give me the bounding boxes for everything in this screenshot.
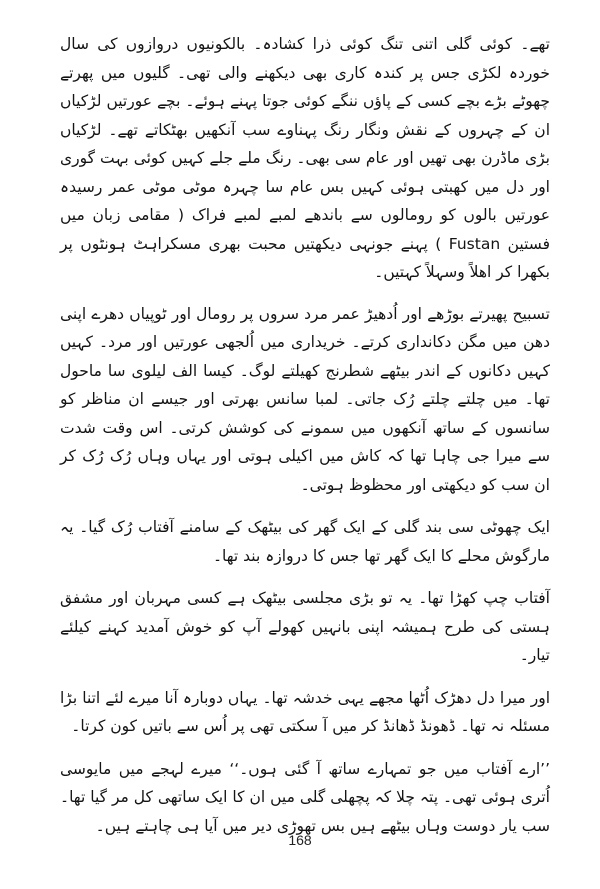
paragraph-4: آفتاب چپ کھڑا تھا۔ یہ تو بڑی مجلسی بیٹھک ہے کسی مہربان اور مشفق ہستی کی طرح ہمیشہ اپنی بانہیں کھولے آپ کو خوش آمدید کہنے کیلئے تیار۔ [60, 589, 550, 664]
urdu-text-body [60, 30, 550, 854]
paragraph-1: تھے۔ کوئی گلی اتنی تنگ کوئی ذرا کشادہ۔ بالکونیوں دروازوں کی سال خوردہ لکڑی جس پر کندہ کاری بھی دیکھنے والی تھی۔ گلیوں میں پھرتے چھوٹے بڑے بچے کسی کے پاؤں ننگے کوئی جوتا پہنے ہوئے۔ بچے عورتیں لڑکیاں ان کے چہروں کے نقش ونگار رنگ پہناوے سب آنکھیں بھٹکاتے تھے۔ لڑکیاں بڑی ماڈرن بھی تھیں اور عام سی بھی۔ رنگ ملے جلے کہیں کوئی بہت گوری اور دل میں کھبتی ہوئی کہیں بس عام سا چہرہ موٹی موٹی عمر رسیدہ عورتیں بالوں کو رومالوں سے باندھے لمبے لمبے فراک ( مقامی زبان میں فستین Fustan ) پہنے جونہی دیکھتیں محبت بھری مسکراہٹ ہونٹوں پر بکھرا کر اھلاً وسہلاً کہتیں۔ [60, 35, 550, 281]
paragraph-5: اور میرا دل دھڑک اُٹھا مجھے یہی خدشہ تھا۔ یہاں دوبارہ آنا میرے لئے اتنا بڑا مسئلہ نہ تھا۔ ڈھونڈ ڈھانڈ کر میں آ سکتی تھی پر اُس سے باتیں کون کرتا۔ [60, 688, 550, 735]
paragraph-2: تسبیح پھیرتے بوڑھے اور اُدھیڑ عمر مرد سروں پر رومال اور ٹوپیاں دھرے اپنی دھن میں مگن دکانداری کرتے۔ خریداری میں اُلجھی عورتیں اور مرد۔ کہیں کہیں دکانوں کے اندر بیٹھے شطرنج کھیلتے لوگ۔ کیسا الف لیلوی سا ماحول تھا۔ میں چلتے چلتے رُک جاتی۔ لمبا سانس بھرتی اور جیسے ان مناظر کو سانسوں کے ساتھ آنکھوں میں سمونے کی کوشش کرتی۔ اس وقت شدت سے میرا جی چاہا تھا کہ کاش میں اکیلی ہوتی اور یہاں وہاں رُک رُک کر ان سب کو دیکھتی اور محظوظ ہوتی۔ [60, 304, 550, 494]
paragraph-3: ایک چھوٹی سی بند گلی کے ایک گھر کی بیٹھک کے سامنے آفتاب رُک گیا۔ یہ مارگوش محلے کا ایک گھر تھا جس کا دروازہ بند تھا۔ [60, 518, 550, 565]
paragraph-6: ’’ارے آفتاب میں جو تمہارے ساتھ آ گئی ہوں۔‘‘ میرے لہجے میں مایوسی اُتری ہوئی تھی۔ پتہ چلا کہ پچھلی گلی میں ان کا ایک ساتھی کل مر گیا تھا۔ سب یار دوست وہاں بیٹھے ہیں بس تھوڑی دیر میں آیا ہی چاہتے ہیں۔ [60, 759, 550, 835]
page-number: 168 [288, 832, 312, 848]
